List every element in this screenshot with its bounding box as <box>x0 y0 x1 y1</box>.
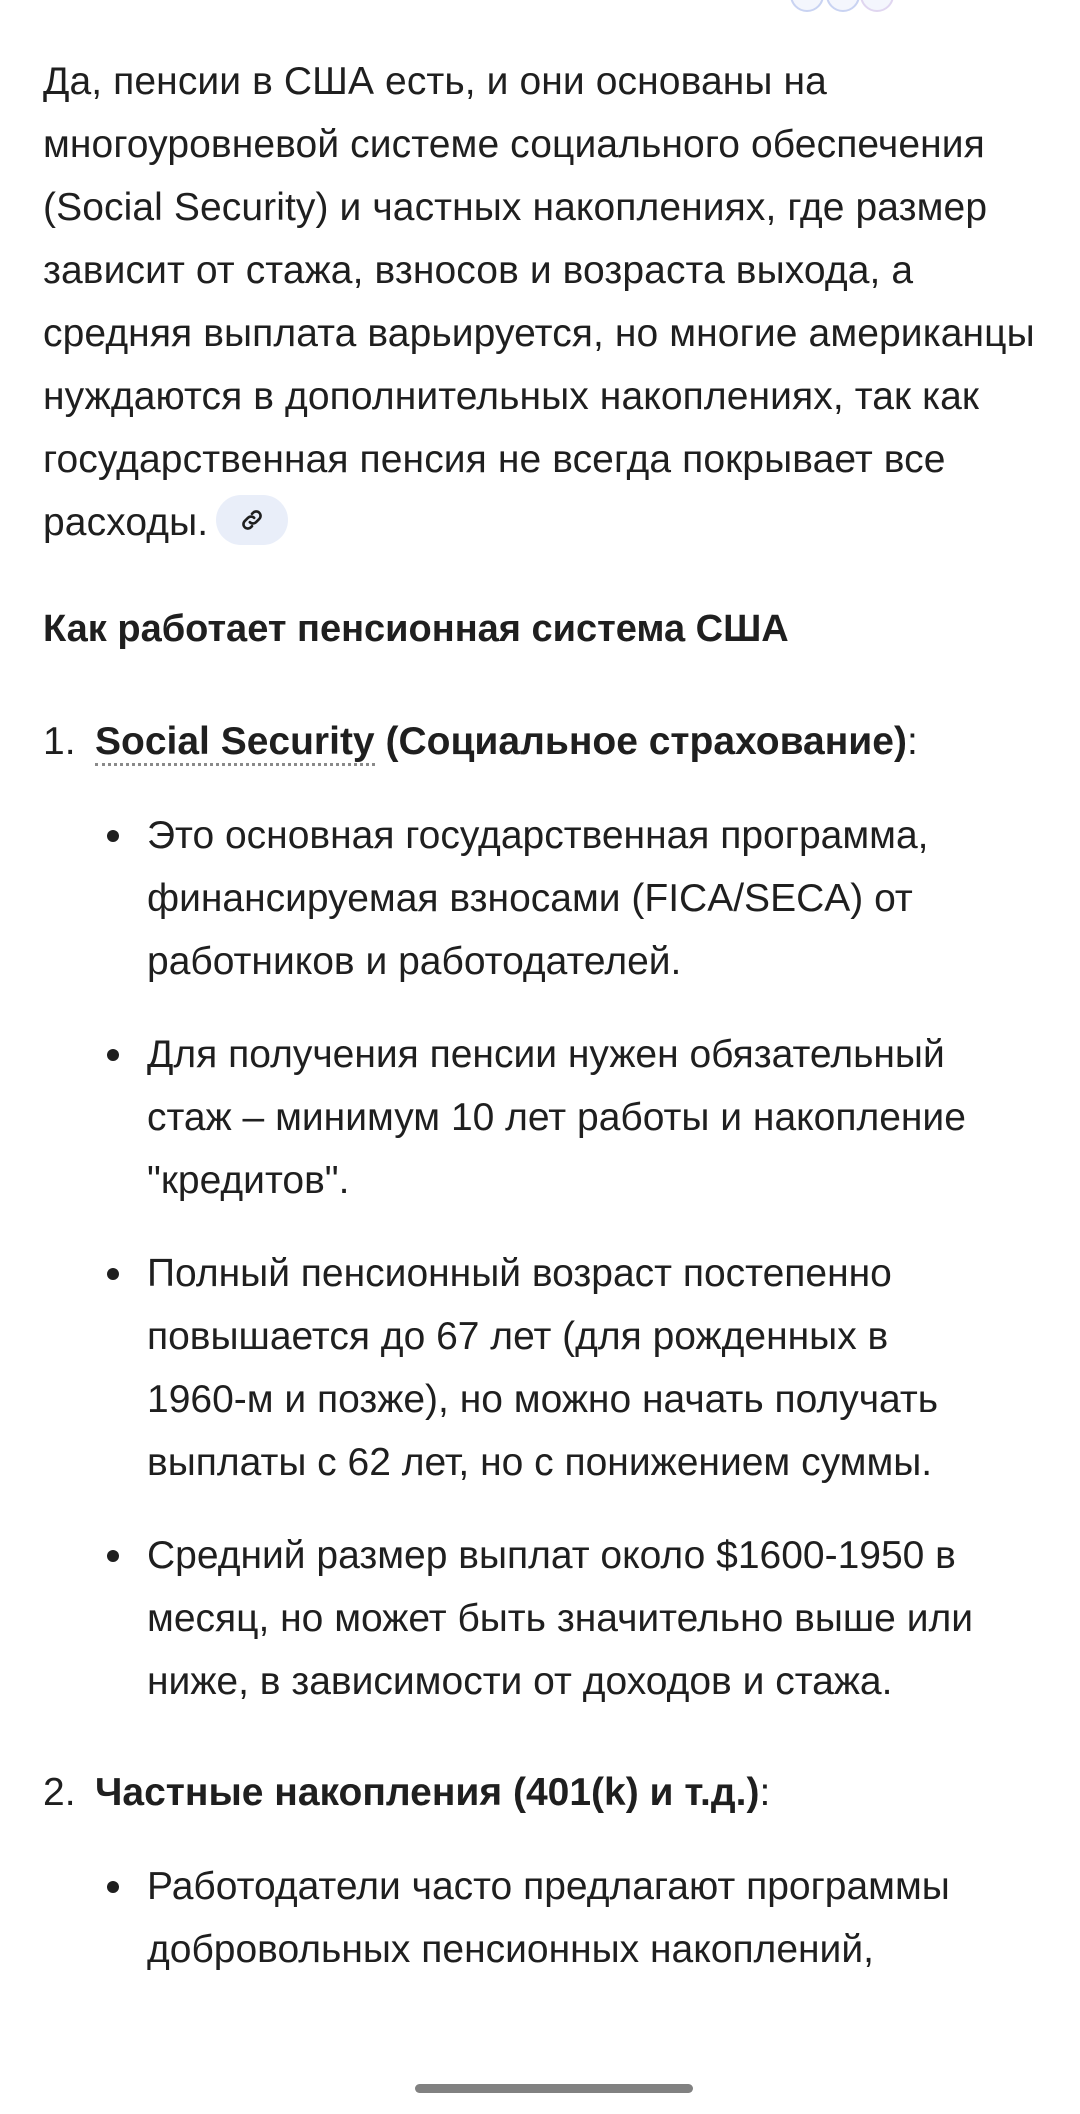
social-security-link[interactable]: Social Security <box>95 720 375 766</box>
list-item <box>43 1242 979 1494</box>
list-item <box>43 804 979 993</box>
scroll-handle[interactable] <box>415 2084 693 2093</box>
item-number: 1. <box>43 720 76 763</box>
item-title: Частные накопления (401(k) и т.д.) <box>95 1771 760 1814</box>
intro-text: Да, пенсии в США есть, и они основаны на многоуровневой системе социального обеспечения (Social Security) и частных накоплениях, где размер зависит от стажа, взносов и возраста выхода, а средняя выплата варьируется, но многие американцы нуждаются в дополнительных накоплениях, так как государственная пенсия не всегда покрывает все расходы. <box>43 60 1035 544</box>
avatar-edge-icon <box>790 0 824 12</box>
bullet-icon <box>107 830 119 842</box>
top-scroll-edge <box>0 0 1080 12</box>
bullet-text: Средний размер выплат около $1600-1950 в месяц, но может быть значительно выше или ниже, в зависимости от доходов и стажа. <box>147 1534 974 1703</box>
bullet-icon <box>107 1550 119 1562</box>
section-heading: Как работает пенсионная система США <box>43 608 789 650</box>
source-link-chip[interactable] <box>216 495 288 545</box>
bullet-icon <box>107 1268 119 1280</box>
answer-content <box>43 50 1043 1981</box>
item-colon: : <box>759 1771 771 1814</box>
bullet-text: Это основная государственная программа, финансируемая взносами (FICA/SECA) от работников и работодателей. <box>147 814 929 983</box>
bullet-text: Полный пенсионный возраст постепенно повышается до 67 лет (для рожденных в 1960-м и позже), но можно начать получать выплаты с 62 лет, но с понижением суммы. <box>147 1252 939 1484</box>
item-colon: : <box>906 720 918 763</box>
list-item <box>43 1855 979 1981</box>
bullet-icon <box>107 1881 119 1893</box>
private-savings-bullets <box>43 1855 1043 1981</box>
item-number: 2. <box>43 1771 76 1814</box>
numbered-item-private-savings <box>43 1761 1043 1825</box>
avatar-edge-icon <box>826 0 860 12</box>
bullet-icon <box>107 1049 119 1061</box>
numbered-item-social-security <box>43 710 1043 774</box>
list-item <box>43 1023 979 1212</box>
avatar-edge-icon <box>860 0 894 12</box>
item-title: (Социальное страхование) <box>374 720 907 763</box>
social-security-bullets <box>43 804 1043 1713</box>
intro-paragraph <box>43 50 1043 554</box>
bullet-text: Работодатели часто предлагают программы добровольных пенсионных накоплений, <box>147 1865 950 1971</box>
link-icon <box>239 507 265 533</box>
bullet-text: Для получения пенсии нужен обязательный стаж – минимум 10 лет работы и накопление "кредитов". <box>147 1033 966 1202</box>
list-item <box>43 1524 979 1713</box>
